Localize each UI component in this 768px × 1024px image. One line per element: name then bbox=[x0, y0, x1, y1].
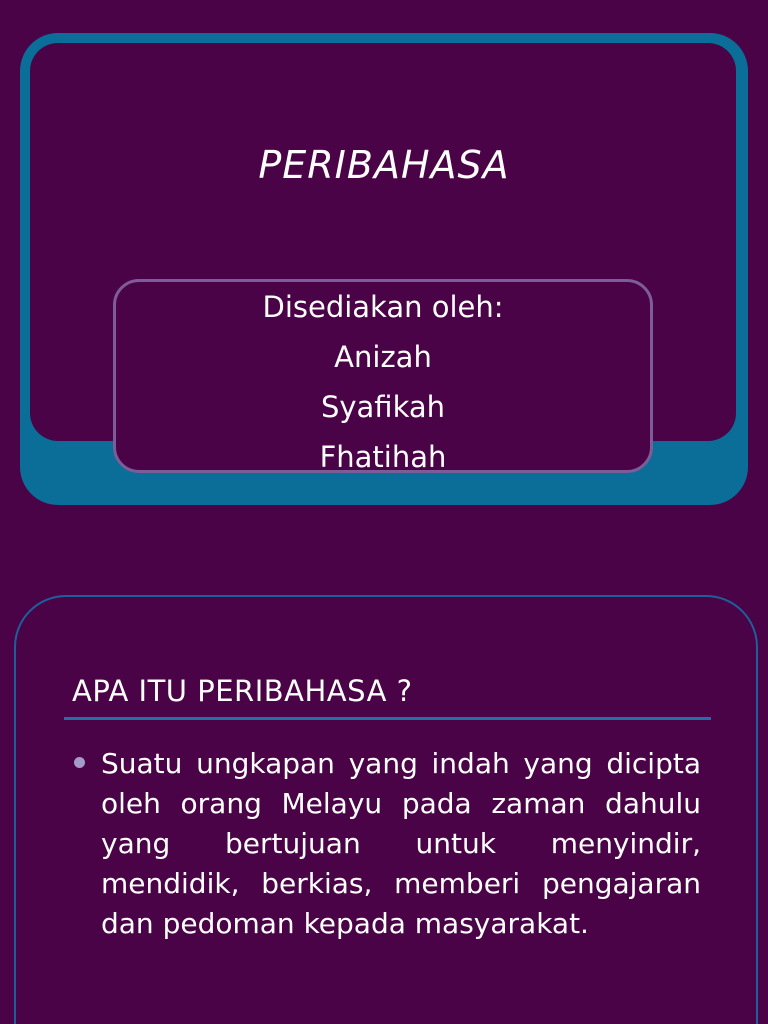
author-name: Anizah bbox=[334, 340, 432, 374]
authors-box bbox=[113, 279, 653, 473]
author-name: Syafikah bbox=[320, 390, 446, 424]
authors-heading: Disediakan oleh: bbox=[262, 290, 504, 324]
heading-divider bbox=[64, 717, 711, 720]
slide-title: PERIBAHASA bbox=[258, 143, 510, 187]
author-name: Fhatihah bbox=[319, 440, 447, 473]
bullet-icon bbox=[74, 757, 85, 768]
bullet-text: Suatu ungkapan yang indah yang dicipta oleh orang Melayu pada zaman dahulu yang bertujuan untuk menyindir, mendidik, berkias, memberi pengajaran dan pedoman kepada masyarakat. bbox=[101, 747, 701, 940]
content-slide-heading: APA ITU PERIBAHASA ? bbox=[72, 674, 413, 708]
